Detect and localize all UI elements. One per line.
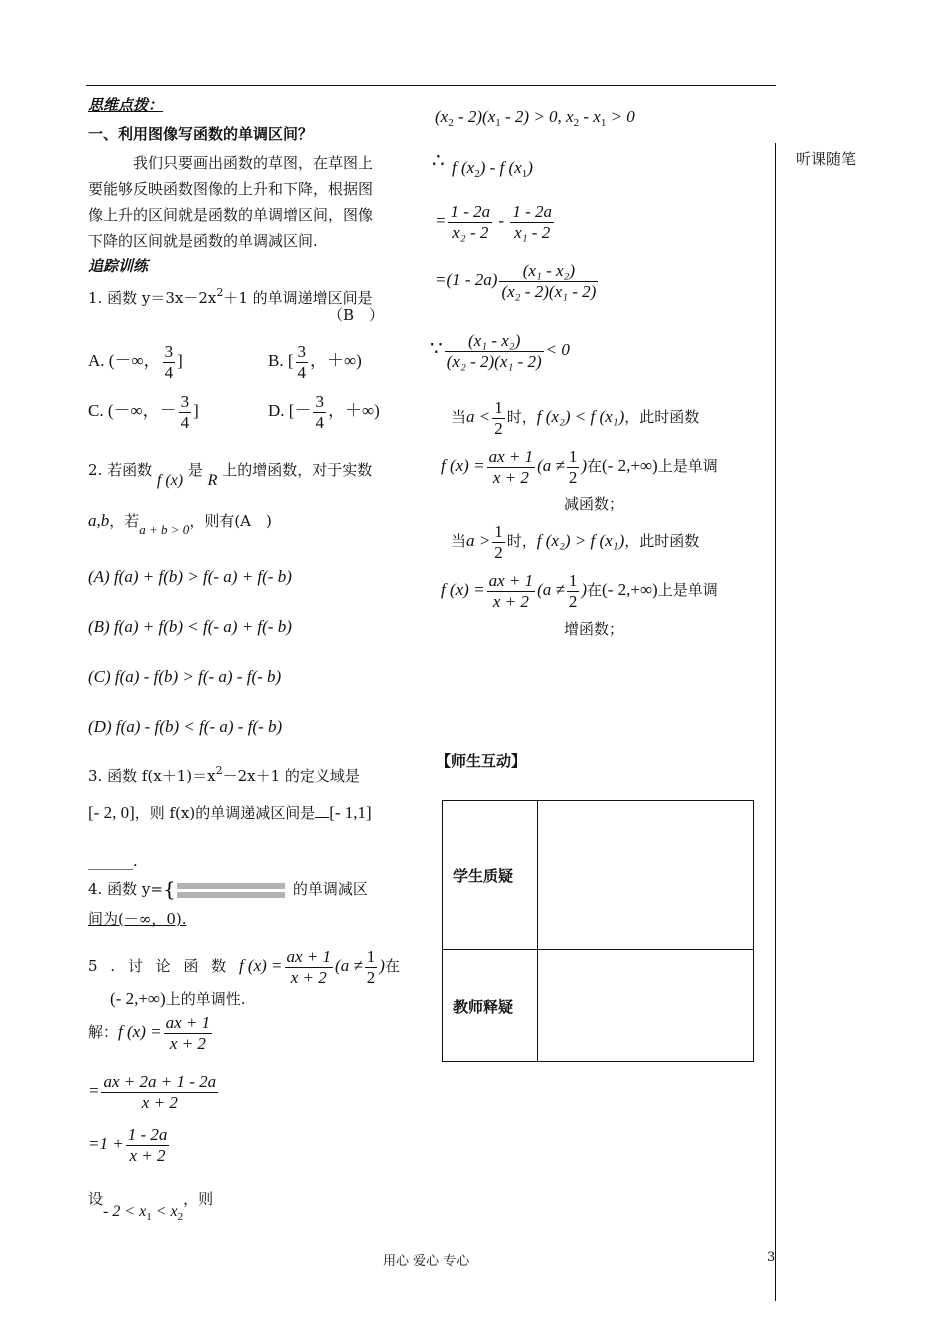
- frac-den: 4: [315, 412, 324, 432]
- frac-den: x₂ - 2: [452, 222, 489, 242]
- q2-text-c: 上的增函数，对于实数: [222, 461, 373, 479]
- q2-R: R: [207, 472, 218, 489]
- frac-den: 4: [180, 412, 190, 432]
- question-3-line-3: ______.: [88, 852, 138, 870]
- right-line-2-expr: f $(x_2)$ - f $(x_1)$: [452, 158, 533, 180]
- q1-opt-b-post: ，＋∞): [310, 350, 362, 370]
- q5-cond-fraction: [365, 947, 378, 987]
- q1-opt-a-pre: A. (－∞，: [88, 350, 161, 370]
- frac-num: 1 - 2a: [450, 202, 491, 221]
- r4-pre: =(1 - 2a): [435, 269, 498, 289]
- page-number: 3: [767, 1250, 776, 1265]
- q5-cond-b: ): [379, 956, 385, 976]
- r4-fraction: [499, 261, 598, 301]
- q2-text-a: 2. 若函数: [88, 461, 153, 479]
- right-line-1: $(x_2 - 2)(x_1 - 2) > 0$, $x_2 - x_1 > 0$: [435, 107, 635, 129]
- frac-num: 3: [180, 392, 190, 411]
- q1-text-b: ＋1 的单调递增区间是: [223, 289, 373, 307]
- q1-option-b: [268, 342, 362, 382]
- frac-num: 3: [164, 342, 174, 361]
- question-4-line-2: 间为(－∞，0).: [88, 910, 187, 928]
- q5-text-a: 5 . 讨 论 函 数: [88, 957, 231, 976]
- q1-opt-d-fraction: [313, 392, 326, 432]
- table-row-2-label: 教师释疑: [453, 998, 514, 1016]
- frac-den: x + 2: [492, 591, 529, 611]
- sol4-inequality: - $2 < x_1 < x_2$: [103, 1203, 184, 1223]
- q2-option-c: (C) f(a) - f(b) > f(- a) - f(- b): [88, 667, 282, 686]
- teacher-answer-cell[interactable]: [539, 950, 753, 1061]
- r10-fraction: [487, 571, 536, 611]
- q1-opt-d-post: ，＋∞): [327, 400, 380, 420]
- section1-title: 一、利用图像写函数的单调区间？: [88, 125, 314, 143]
- frac-den: 2: [494, 418, 503, 438]
- r10-text-c: 上是单调: [657, 581, 718, 600]
- sol1-fraction: [164, 1013, 213, 1053]
- frac-den: x + 2: [290, 967, 327, 987]
- right-line-8: 减函数；: [564, 495, 625, 513]
- r6-cond: a <: [466, 407, 491, 427]
- right-line-3: = $\frac{1 - 2a}{\text{x₂ - 2}}$ - $\frac{1 - 2a}{\text{x₁ - 2}}$: [435, 202, 552, 242]
- r10-fx: f (x) =: [441, 580, 485, 600]
- r6-text-c: 时，: [506, 408, 537, 427]
- right-line-6: [451, 398, 699, 438]
- svg-text:{: {: [162, 879, 176, 901]
- q2-fx: f (x): [156, 472, 184, 489]
- table-col-divider: [537, 801, 538, 1061]
- footer: 用心 爱心 专心: [383, 1254, 470, 1269]
- q3-text-a: 3. 函数 f(x＋1)＝x: [88, 767, 216, 785]
- q2-option-d: (D) f(a) - f(b) < f(- a) - f(- b): [88, 717, 283, 736]
- r10-interval: (- 2,+∞): [602, 580, 658, 600]
- frac-den: (x₂ - 2)(x₁ - 2): [501, 281, 597, 301]
- q5-cond-a: (a ≠: [335, 956, 363, 976]
- solution-line-3: [88, 1125, 171, 1165]
- frac-num: (x₁ - x₂): [445, 331, 544, 352]
- r9-fraction: [492, 522, 505, 562]
- margin-rule: [775, 143, 776, 1301]
- q1-opt-b-fraction: [296, 342, 309, 382]
- r5-fraction: [445, 331, 544, 371]
- frac-num: (x₁ - x₂): [499, 261, 598, 282]
- question-2-line-2: [88, 508, 272, 535]
- r10-cond-b: ): [581, 580, 588, 600]
- solution-label: 解：: [88, 1023, 119, 1042]
- sol2-fraction: [101, 1072, 218, 1112]
- q1-opt-a-post: ]: [177, 350, 183, 370]
- frac-den: x + 2: [129, 1145, 166, 1165]
- question-5-line-2: [110, 986, 245, 1012]
- sol-fx: f (x) =: [118, 1022, 162, 1042]
- r10-cond-fraction: [567, 571, 580, 611]
- r7-cond-fraction: [567, 447, 580, 487]
- sol4-text-a: 设: [88, 1190, 104, 1208]
- q1-answer: （B ）: [328, 306, 385, 324]
- right-line-4: [435, 261, 600, 301]
- solution-line-2: = $\frac{ax + 2a + 1 - 2a}{x + 2}$: [88, 1072, 217, 1112]
- because-icon: ∵: [430, 337, 443, 360]
- right-line-7: [441, 447, 718, 487]
- q1-opt-c-pre: C. (－∞，－: [88, 400, 177, 420]
- frac-num: 1: [494, 522, 503, 541]
- frac-num: 3: [297, 342, 306, 361]
- sol3-pre: =1 +: [88, 1133, 124, 1153]
- frac-num: 1: [568, 571, 578, 590]
- r9-text-a: 当: [451, 532, 467, 551]
- r7-cond-b: ): [581, 456, 588, 476]
- frac-den: 4: [164, 362, 174, 382]
- frac-den: 2: [568, 591, 578, 611]
- r9-cond: a >: [466, 531, 491, 551]
- q2-condition: a + b > 0: [139, 522, 190, 537]
- q5-text-b: 在: [384, 957, 400, 976]
- frac-den: 2: [366, 967, 376, 987]
- q3-text-c: ，则 f(x)的单调递减区间是: [134, 804, 316, 822]
- solution-line-4: [88, 1186, 214, 1223]
- q1-option-a: [88, 342, 183, 382]
- q2-option-b: (B) f(a) + f(b) < f(- a) + f(- b): [88, 617, 292, 636]
- body-line-2: 要能够反映函数图像的上升和下降，根据图: [88, 180, 374, 198]
- r9-text-c: 时，: [506, 532, 537, 551]
- top-rule: [86, 85, 776, 86]
- frac-num: ax + 1: [488, 447, 534, 466]
- frac-den: x + 2: [492, 467, 529, 487]
- r7-text-c: 上是单调: [657, 457, 718, 476]
- student-question-cell[interactable]: [539, 801, 753, 949]
- question-2-line-1: [88, 457, 373, 489]
- q4-text-a: 4. 函数 y=: [88, 880, 163, 898]
- frac-num: ax + 1: [488, 571, 534, 590]
- right-line-9: [451, 522, 699, 562]
- sol4-text-b: ，则: [183, 1190, 214, 1208]
- frac-den: 2: [494, 542, 503, 562]
- interact-title: 【师生互动】: [436, 752, 527, 770]
- side-note: 听课随笔: [796, 150, 857, 168]
- frac-num: ax + 1: [165, 1013, 211, 1032]
- training-label: 追踪训练: [88, 257, 149, 275]
- r6-inequality: f (x₂) < f (x₁): [536, 407, 625, 427]
- r3-fraction-1: [448, 202, 492, 242]
- question-3-line-2: [88, 800, 372, 826]
- r3-fraction-2: [510, 202, 554, 242]
- r6-text-a: 当: [451, 408, 467, 427]
- interaction-table: [442, 800, 754, 1062]
- q2-option-a: (A) f(a) + f(b) > f(- a) + f(- b): [88, 567, 292, 586]
- frac-den: 2: [568, 467, 578, 487]
- q1-opt-c-post: ]: [193, 400, 199, 420]
- r7-text-b: 在: [587, 457, 603, 476]
- frac-den: (x₂ - 2)(x₁ - 2): [446, 351, 542, 371]
- frac-num: 1 - 2a: [512, 202, 552, 221]
- frac-den: x + 2: [141, 1092, 178, 1112]
- header-label: 思维点拨：: [88, 96, 164, 114]
- q3-domain: [- 2, 0]: [88, 803, 135, 822]
- q2-text-e: ，则有(A ): [189, 512, 272, 530]
- r7-fraction: [487, 447, 536, 487]
- q2-text-d: ，若: [109, 512, 140, 530]
- q1-option-c: [88, 392, 199, 432]
- frac-den: 4: [297, 362, 306, 382]
- body-line-1: 我们只要画出函数的草图，在草图上: [133, 154, 374, 172]
- q5-interval: (- 2,+∞): [110, 989, 166, 1008]
- q3-sup: 2: [215, 764, 223, 777]
- q1-opt-c-fraction: [179, 392, 192, 432]
- r5-post: < 0: [545, 339, 570, 359]
- therefore-icon: ∴: [432, 150, 445, 172]
- right-line-2: [432, 148, 445, 173]
- frac-den: x + 2: [169, 1033, 206, 1053]
- question-4-line-1: [88, 876, 368, 902]
- sol3-fraction: [126, 1125, 170, 1165]
- r10-cond-a: (a ≠: [537, 580, 565, 600]
- q5-fraction: [285, 947, 334, 987]
- q4-piecewise-brace: [163, 879, 293, 901]
- right-line-11: 增函数；: [564, 620, 625, 638]
- body-line-3: 像上升的区间就是函数的单调增区间，图像: [88, 206, 374, 224]
- frac-num: 1 - 2a: [127, 1125, 168, 1144]
- r7-cond-a: (a ≠: [537, 456, 565, 476]
- q1-sup: 2: [216, 286, 224, 299]
- q1-text-a: 1. 函数 y＝3x－2x: [88, 289, 217, 307]
- q2-text-b: 是: [187, 461, 203, 479]
- r9-inequality: f (x₂) > f (x₁): [536, 531, 625, 551]
- q5-fx: f (x) =: [238, 956, 283, 976]
- r10-text-b: 在: [587, 581, 603, 600]
- section1-body: [88, 150, 408, 254]
- r9-text-e: ，此时函数: [624, 532, 700, 551]
- r6-fraction: [492, 398, 505, 438]
- right-line-10: [441, 571, 718, 611]
- q3-answer: [- 1,1]: [329, 803, 372, 822]
- piecewise-icon: [163, 879, 293, 901]
- question-5-line-1: [88, 947, 400, 987]
- r7-fx: f (x) =: [441, 456, 485, 476]
- q5-text-c: 上的单调性.: [165, 990, 246, 1008]
- q1-opt-d-pre: D. [－: [268, 400, 312, 420]
- frac-num: 1: [568, 447, 578, 466]
- q3-text-b: －2x＋1 的定义域是: [222, 767, 360, 785]
- r6-text-e: ，此时函数: [624, 408, 700, 427]
- solution-line-1: [88, 1013, 214, 1053]
- q1-opt-b-pre: B. [: [268, 350, 294, 370]
- frac-num: ax + 1: [286, 947, 332, 966]
- frac-num: 1: [366, 947, 376, 966]
- question-3-line-1: [88, 758, 360, 789]
- right-line-5: [430, 331, 570, 371]
- r7-interval: (- 2,+∞): [602, 456, 658, 476]
- frac-num: 1: [494, 398, 503, 417]
- body-line-4: 下降的区间就是函数的单调减区间.: [88, 232, 318, 250]
- q1-opt-a-fraction: [163, 342, 176, 382]
- frac-den: x₁ - 2: [514, 222, 551, 242]
- frac-num: 3: [315, 392, 324, 411]
- table-row-1-label: 学生质疑: [453, 867, 514, 885]
- q2-ab: a,b: [88, 511, 110, 530]
- q4-text-b: 的单调减区: [292, 880, 368, 898]
- frac-num: ax + 2a + 1 - 2a: [103, 1072, 217, 1091]
- q1-option-d: [268, 392, 380, 432]
